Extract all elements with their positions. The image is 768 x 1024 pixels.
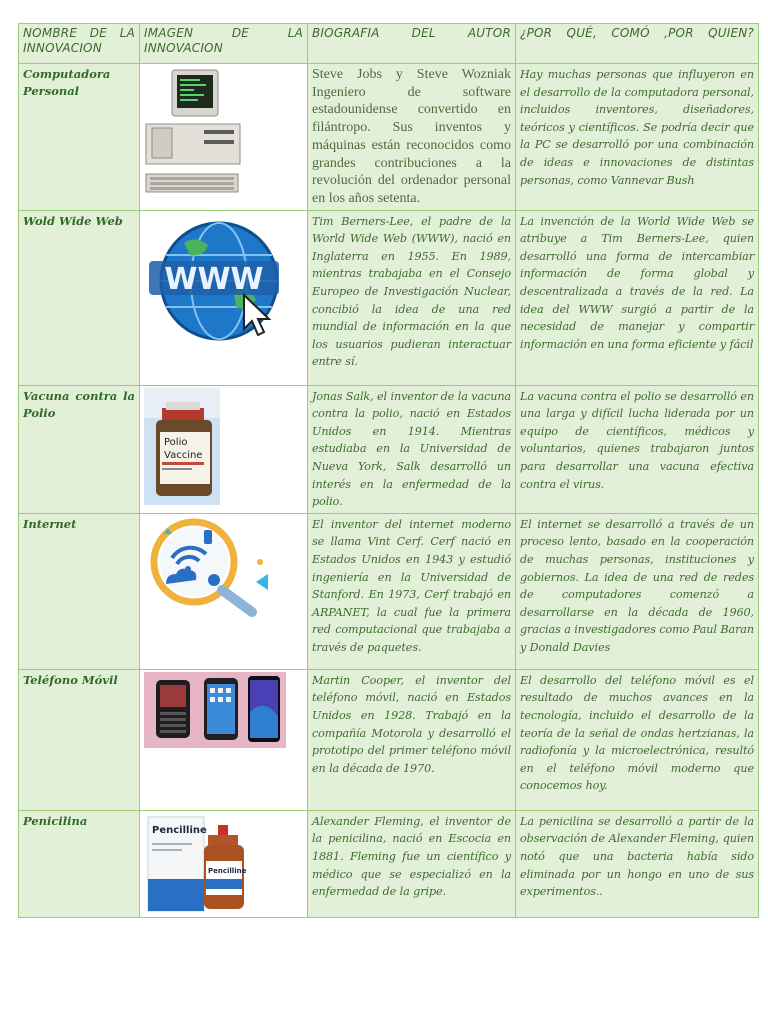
why-cell bbox=[516, 513, 759, 669]
image-cell bbox=[140, 210, 308, 385]
name-cell bbox=[19, 513, 140, 669]
innovation-name: Penicilina bbox=[23, 813, 88, 828]
innovation-why: La invención de la World Wide Web se atribuye a Tim Berners-Lee, quien desarrolló una forma de intercambiar información de forma global y descentralizada a través de la red. La idea del WWW surgió a partir de la necesidad de manejar y compartir información en una forma eficiente y fácil bbox=[520, 214, 754, 351]
header-cell-bio bbox=[308, 24, 516, 64]
vial-label-polio: Polio bbox=[164, 436, 188, 448]
innovation-why: El desarrollo del teléfono móvil es el resultado de muchos avances en la tecnología, incluido el desarrollo de la teoría de la señal de ondas hertzianas, la radiofonía y la microelectrónica, resultó en el teléfono móvil moderno que conocemos hoy. bbox=[520, 673, 754, 793]
table-row bbox=[19, 810, 759, 917]
image-cell bbox=[140, 64, 308, 211]
author-bio: Tim Berners-Lee, el padre de la World Wide Web (WWW), nació en Inglaterra en 1955. En 1989, mientras trabajaba en el Consejo Europeo de Investigación Nuclear, concibió la idea de una red mundial de información en la que los usuarios pudieran interactuar entre sí. bbox=[312, 214, 511, 369]
header-image: IMAGEN DE LA INNOVACION bbox=[144, 26, 303, 55]
why-cell bbox=[516, 385, 759, 513]
innovation-name: Internet bbox=[23, 516, 77, 531]
name-cell bbox=[19, 210, 140, 385]
author-bio: Jonas Salk, el inventor de la vacuna contra la polio, nació en Estados Unidos en 1914. Mientras estudiaba en la Universidad de Nueva York, Salk desarrolló un interés en la enfermedad de la polio. bbox=[312, 389, 511, 509]
innovation-name: Vacuna contra la Polio bbox=[23, 388, 135, 420]
bio-cell bbox=[308, 64, 516, 211]
table-row bbox=[19, 64, 759, 211]
innovations-table bbox=[18, 23, 759, 918]
header-cell-name bbox=[19, 24, 140, 64]
name-cell bbox=[19, 385, 140, 513]
name-cell bbox=[19, 64, 140, 211]
author-bio: Martin Cooper, el inventor del teléfono móvil, nació en Estados Unidos en 1928. Trabajó en la compañía Motorola y desarrolló el prototipo del primer teléfono móvil en la década de 1970. bbox=[312, 673, 511, 775]
polio-vaccine-vial-photo bbox=[144, 388, 220, 505]
header-bio: BIOGRAFIA DEL AUTOR bbox=[312, 26, 511, 40]
table-row bbox=[19, 513, 759, 669]
innovation-why: El internet se desarrolló a través de un proceso lento, basado en la cooperación de muchas personas, instituciones y gobiernos. La idea de una red de redes de computadores comenzó a desarrollarse en la década de 1960, gracias a investigadores como Paul Baran y Donald Davies bbox=[520, 517, 754, 654]
bio-cell bbox=[308, 210, 516, 385]
name-cell bbox=[19, 669, 140, 810]
innovation-why: Hay muchas personas que influyeron en el desarrollo de la computadora personal, incluidos inventores, diseñadores, teóricos y científicos. Se podría decir que la PC se desarrolló por una combinación de ideas e innovaciones de distintas personas, como Vannevar Bush bbox=[520, 68, 754, 187]
bio-cell bbox=[308, 385, 516, 513]
image-cell bbox=[140, 810, 308, 917]
author-bio: El inventor del internet moderno se llama Vint Cerf. Cerf nació en Estados Unidos en 1943 y estudió ingeniería en la Universidad de Stanford. En 1973, Cerf trabajó en ARPANET, la cual fue la primera red computacional que trabajaba a través de paquetes. bbox=[312, 517, 511, 654]
author-bio: Alexander Fleming, el inventor de la penicilina, nació en Escocia en 1881. Fleming fue un científico y médico que se especializó en la enfermedad de la gripe. bbox=[312, 814, 511, 899]
table-row bbox=[19, 669, 759, 810]
mobile-phones-photo bbox=[144, 672, 286, 748]
header-cell-image bbox=[140, 24, 308, 64]
bio-cell bbox=[308, 669, 516, 810]
internet-magnifier-illustration bbox=[144, 516, 276, 620]
vial-label-vaccine: Vaccine bbox=[164, 449, 203, 461]
why-cell bbox=[516, 669, 759, 810]
header-cell-why bbox=[516, 24, 759, 64]
why-cell bbox=[516, 810, 759, 917]
bio-cell bbox=[308, 513, 516, 669]
table-row bbox=[19, 210, 759, 385]
bio-cell bbox=[308, 810, 516, 917]
header-name: NOMBRE DE LA INNOVACION bbox=[23, 26, 135, 55]
bottle-label: Pencilline bbox=[208, 866, 247, 875]
header-why: ¿POR QUÉ, COMÓ ,POR QUIEN? bbox=[520, 26, 754, 40]
why-cell bbox=[516, 210, 759, 385]
innovation-why: La vacuna contra el polio se desarrolló en una larga y difícil lucha liderada por un equipo de científicos, médicos y voluntarios, quienes trabajaron juntos para desarrollar una vacuna efectiva contra el virus. bbox=[520, 389, 754, 491]
penicillin-box-bottle-photo bbox=[144, 813, 256, 914]
box-label: Pencilline bbox=[152, 824, 207, 836]
header-row bbox=[19, 24, 759, 64]
table-row bbox=[19, 385, 759, 513]
innovation-name: Wold Wide Web bbox=[23, 213, 123, 228]
personal-computer-illustration bbox=[144, 66, 244, 198]
image-cell bbox=[140, 669, 308, 810]
www-globe-cursor-illustration bbox=[144, 213, 306, 348]
innovation-name: Computadora Personal bbox=[23, 67, 111, 98]
image-cell bbox=[140, 513, 308, 669]
author-bio: Steve Jobs y Steve Wozniak Ingeniero de software estadounidense convertido en filántropo. Sus inventos y máquinas están reconocidos como grandes contribuciones a la revolución del ordenador personal en los años setenta. bbox=[312, 67, 511, 206]
innovation-why: La penicilina se desarrolló a partir de la observación de Alexander Fleming, quien notó que una bacteria había sido eliminada por un hongo en uno de sus experimentos.. bbox=[520, 814, 754, 899]
why-cell bbox=[516, 64, 759, 211]
name-cell bbox=[19, 810, 140, 917]
innovation-name: Teléfono Móvil bbox=[23, 672, 118, 687]
image-cell bbox=[140, 385, 308, 513]
svg-text:WWW: WWW bbox=[164, 261, 264, 297]
